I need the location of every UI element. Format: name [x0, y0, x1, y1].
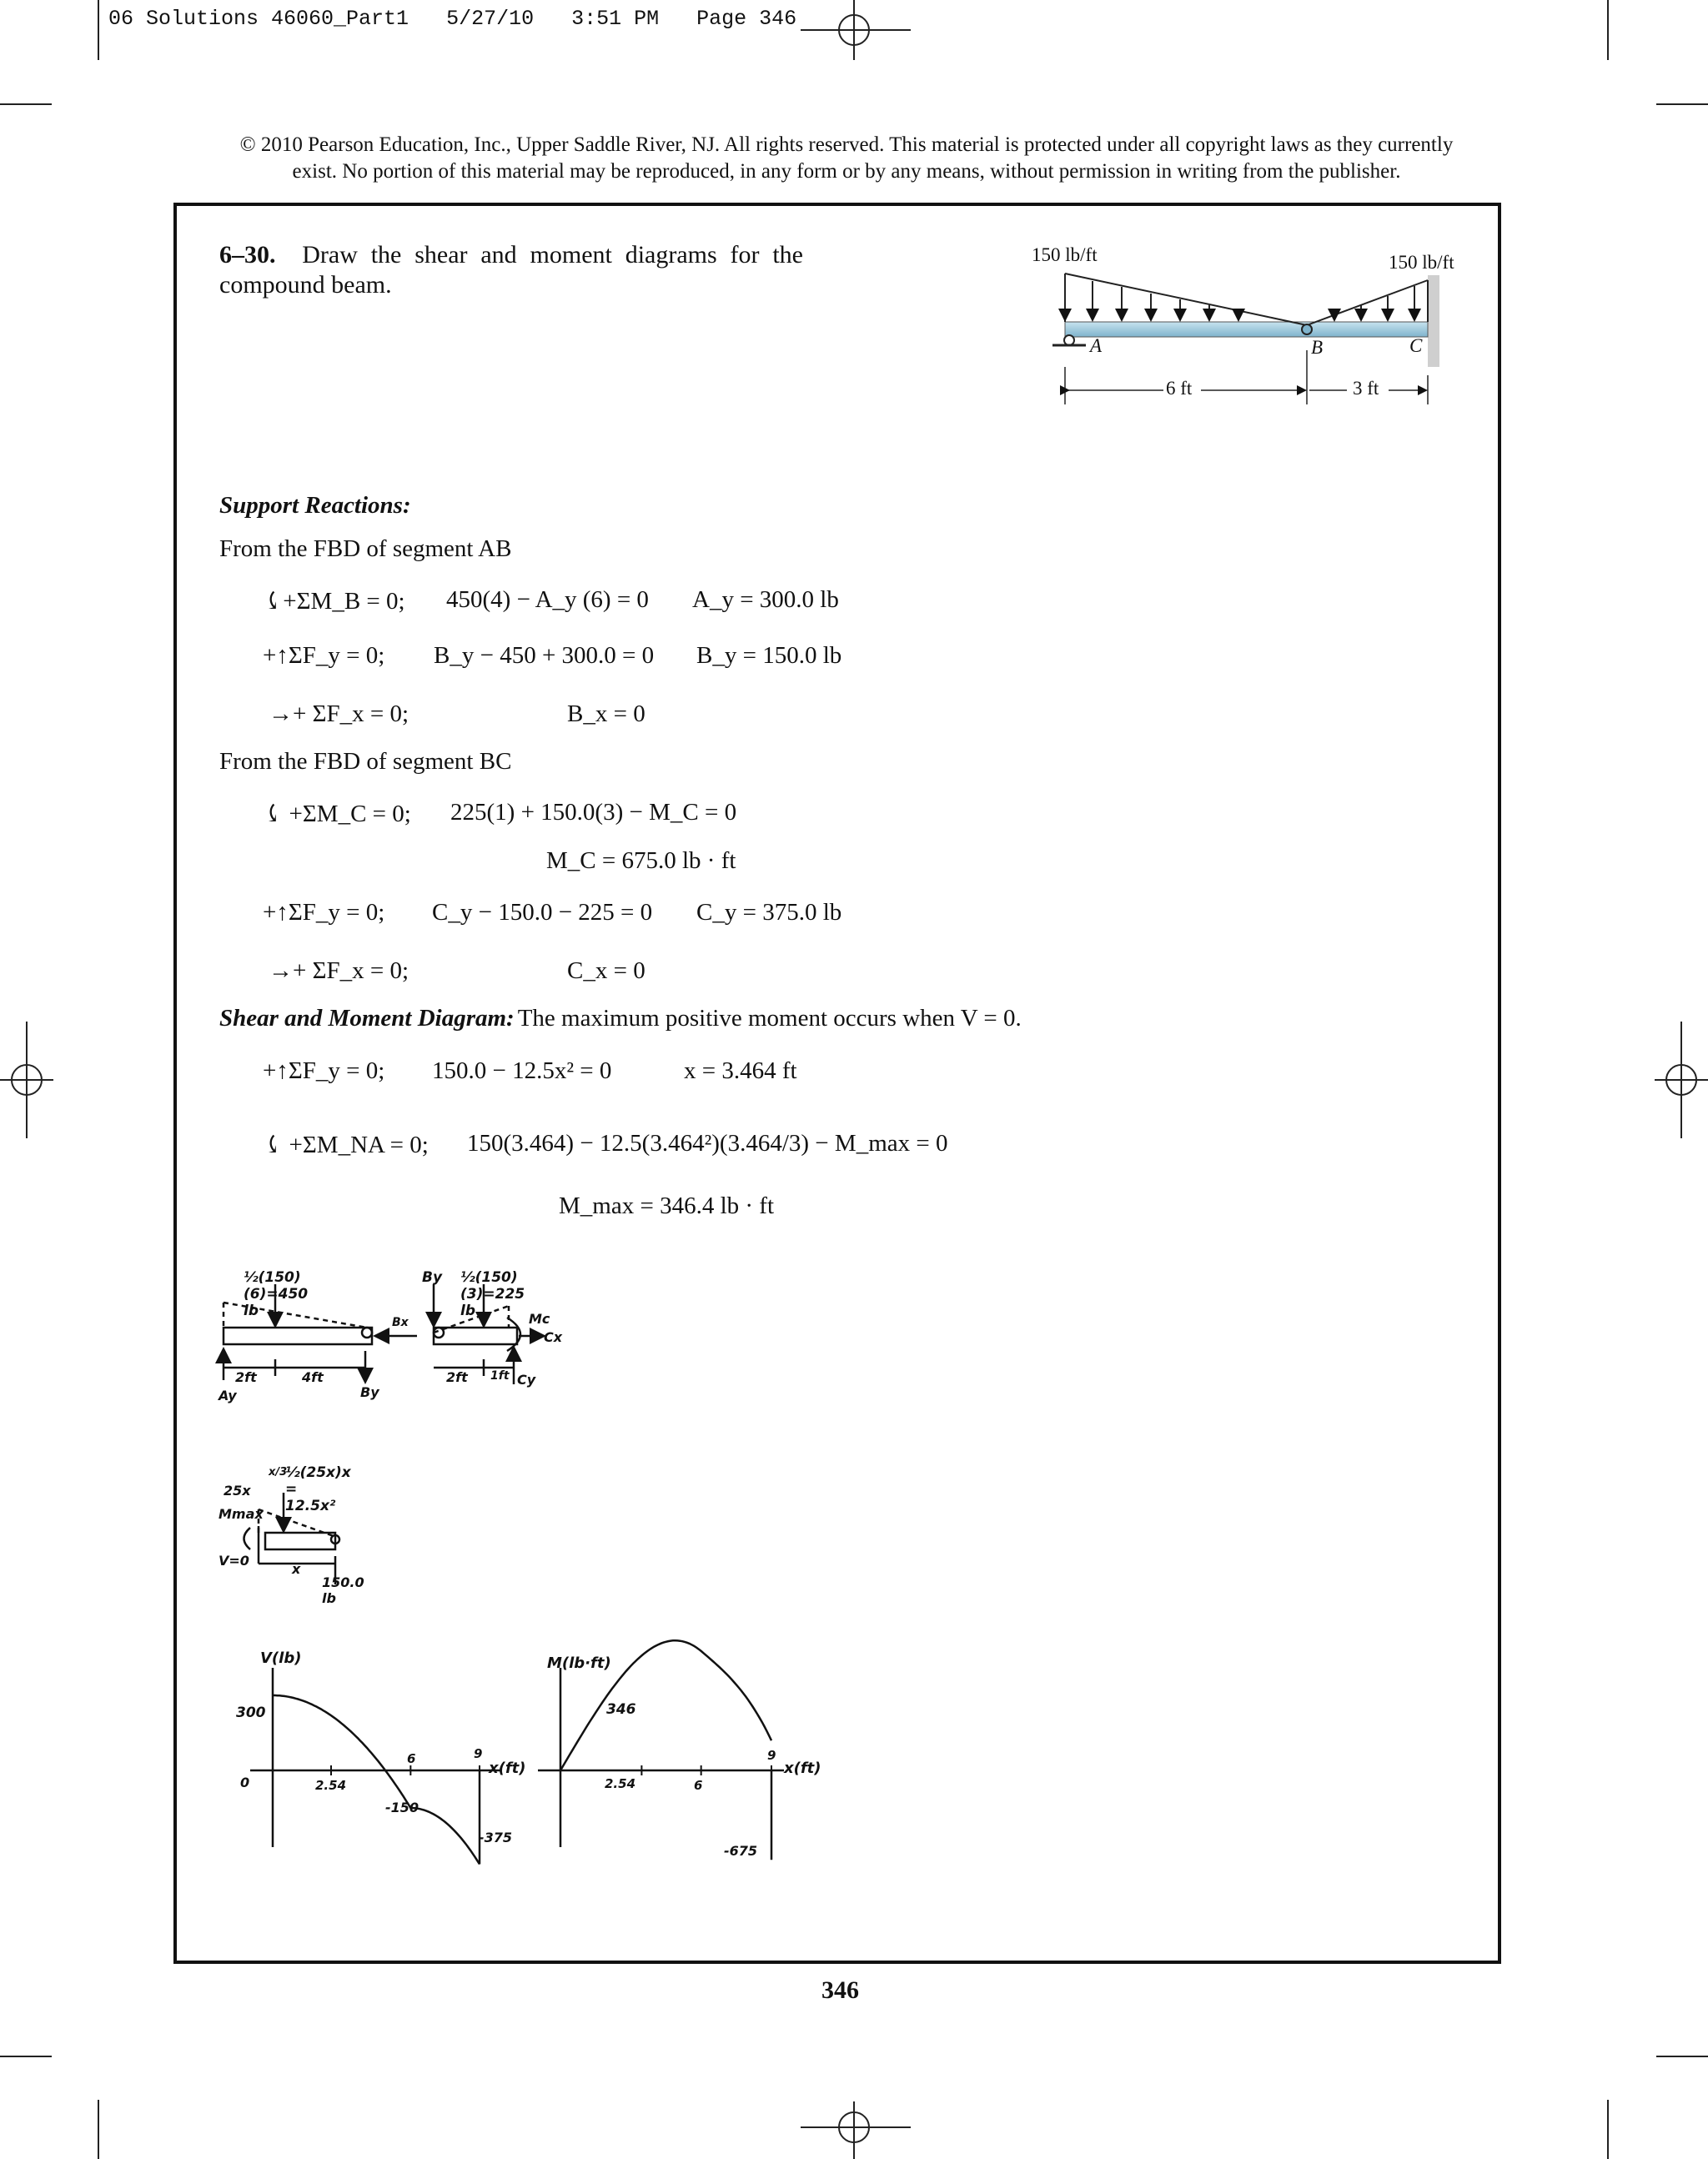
m-value-minus675: -675 — [724, 1843, 758, 1859]
m-tick-254: 2.54 — [605, 1776, 636, 1791]
eq8-result: M_max = 346.4 lb · ft — [559, 1192, 774, 1219]
eq8-lhs: ⤹ +ΣM_NA = 0; — [263, 1132, 429, 1158]
section-v0-label: V=0 — [219, 1553, 249, 1569]
dim-4ft: 4ft — [302, 1369, 324, 1385]
shear-curve — [273, 1695, 483, 1865]
section-intensity-label: 25x — [224, 1483, 251, 1499]
bx-label: Bx — [392, 1316, 409, 1329]
fbd-bc-text: From the FBD of segment BC — [219, 748, 512, 775]
point-a-label: A — [1090, 335, 1103, 356]
eq5-result: C_y = 375.0 lb — [696, 899, 842, 926]
dim-2ft-bc: 2ft — [446, 1369, 468, 1385]
section-load-label: ½(25x)x = 12.5x² — [285, 1464, 351, 1514]
eq4-result: M_C = 675.0 lb · ft — [546, 847, 736, 874]
eq3-result: B_x = 0 — [567, 700, 646, 727]
m-axis-label: M(lb·ft) — [547, 1654, 611, 1672]
shear-moment-heading: Shear and Moment Diagram: — [219, 1005, 515, 1032]
copyright-line-1: © 2010 Pearson Education, Inc., Upper Saddle River, NJ. All rights reserved. This material is protected under all copyright laws as they currently — [239, 133, 1454, 156]
load-resultant-ab: ½(150)(6)=450 lb — [244, 1269, 309, 1319]
load-label-right: 150 lb/ft — [1389, 252, 1454, 273]
m-tick-6: 6 — [694, 1778, 703, 1793]
ay-label: Ay — [219, 1388, 237, 1403]
eq4-mid: 225(1) + 150.0(3) − M_C = 0 — [450, 799, 737, 826]
eq3-lhs: →+ ΣF_x = 0; — [269, 700, 409, 727]
eq4-lhs: ⤹ +ΣM_C = 0; — [263, 801, 411, 827]
eq2-result: B_y = 150.0 lb — [696, 642, 842, 669]
dimension-bc: 3 ft — [1353, 378, 1379, 399]
m-x-axis-label: x(ft) — [784, 1760, 821, 1777]
eq1-lhs: ⤹+ΣM_B = 0; — [263, 588, 405, 615]
support-reactions-heading: Support Reactions: — [219, 492, 411, 519]
point-c-label: C — [1409, 335, 1423, 356]
shear-moment-text: The maximum positive moment occurs when V = 0. — [517, 1005, 1022, 1032]
v-tick-0: 0 — [240, 1775, 250, 1790]
eq6-lhs: →+ ΣF_x = 0; — [269, 957, 409, 984]
eq6-result: C_x = 0 — [567, 957, 646, 984]
page-number: 346 — [821, 1976, 859, 2004]
v-tick-9: 9 — [474, 1746, 483, 1761]
by-label-bottom: By — [360, 1384, 379, 1400]
load-resultant-bc: ½(150)(3)=225 lb — [460, 1269, 525, 1319]
problem-text: Draw the shear and moment diagrams for the compound beam. — [219, 241, 804, 299]
m-value-346: 346 — [606, 1701, 636, 1718]
point-b-label: B — [1311, 337, 1324, 358]
m-tick-9: 9 — [767, 1748, 776, 1763]
dimension-ab: 6 ft — [1166, 378, 1193, 399]
eq7-result: x = 3.464 ft — [684, 1057, 797, 1084]
v-value-minus150: -150 — [385, 1800, 419, 1815]
print-header: 06 Solutions 46060_Part1 5/27/10 3:51 PM Page 346 — [108, 7, 797, 31]
copyright-line-2: exist. No portion of this material may be reproduced, in any form or by any means, without permission in writing from the publisher. — [292, 160, 1401, 183]
section-x-label: x — [292, 1561, 301, 1577]
eq7-mid: 150.0 − 12.5x² = 0 — [432, 1057, 612, 1084]
eq7-lhs: +↑ΣF_y = 0; — [263, 1057, 385, 1084]
v-value-minus375: -375 — [479, 1830, 513, 1845]
by-label-top: By — [422, 1269, 443, 1286]
fbd-ab-text: From the FBD of segment AB — [219, 535, 512, 562]
dim-2ft-ab: 2ft — [235, 1369, 257, 1385]
dim-1ft: 1ft — [490, 1369, 510, 1383]
v-value-300: 300 — [236, 1705, 266, 1721]
cy-label: Cy — [517, 1372, 536, 1388]
eq2-mid: B_y − 450 + 300.0 = 0 — [434, 642, 655, 669]
eq5-mid: C_y − 150.0 − 225 = 0 — [432, 899, 653, 926]
section-x3-label: x/3 — [269, 1466, 288, 1479]
v-x-axis-label: x(ft) — [489, 1760, 526, 1777]
v-axis-label: V(lb) — [260, 1649, 302, 1667]
eq1-result: A_y = 300.0 lb — [692, 586, 839, 613]
v-tick-6: 6 — [407, 1751, 416, 1766]
eq1-mid: 450(4) − A_y (6) = 0 — [446, 586, 649, 613]
eq5-lhs: +↑ΣF_y = 0; — [263, 899, 385, 926]
problem-number: 6–30. — [219, 241, 276, 269]
eq8-mid: 150(3.464) − 12.5(3.464²)(3.464/3) − M_max = 0 — [467, 1130, 948, 1157]
section-reaction-label: 150.0 lb — [322, 1574, 364, 1606]
cx-label: Cx — [544, 1329, 563, 1345]
eq2-lhs: +↑ΣF_y = 0; — [263, 642, 385, 669]
load-label-left: 150 lb/ft — [1032, 244, 1098, 265]
section-mmax-label: Mmax — [219, 1506, 264, 1522]
v-tick-254: 2.54 — [315, 1778, 347, 1793]
mc-label: Mc — [529, 1311, 550, 1327]
